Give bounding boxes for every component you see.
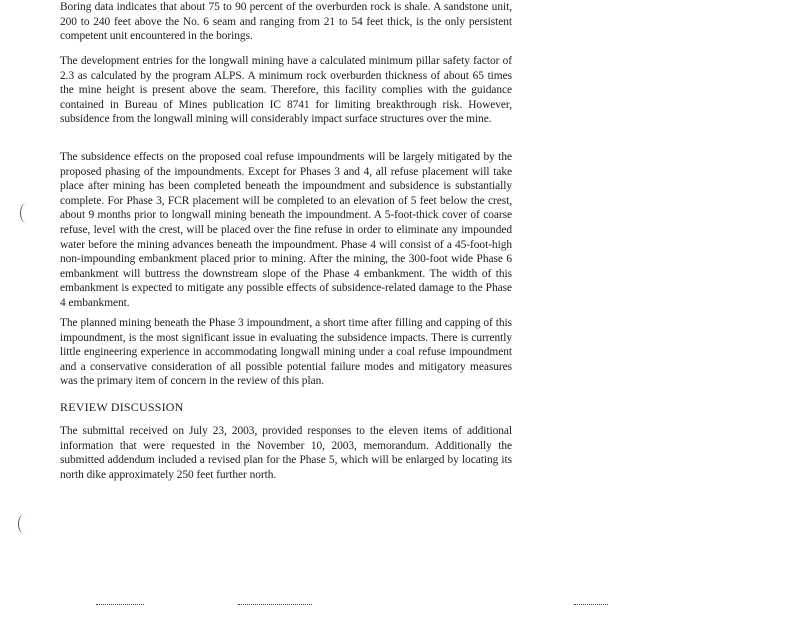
scan-artifact-dots xyxy=(238,604,312,605)
paragraph-development-entries: The development entries for the longwall mining have a calculated minimum pillar safety factor of 2.3 as calculated by the program ALPS. A minimum rock overburden thickness of about 65 times the mine height is present above the seam. Therefore, this facility complies with the guidance contained in Bureau of Mines publication IC 8741 for limiting breakthrough risk. However, subsidence from the longwall mining will considerably impact surface structures over the mine. xyxy=(60,55,512,126)
paragraph-boring-data: Boring data indicates that about 75 to 90 percent of the overburden rock is shale. A sandstone unit, 200 to 240 feet above the No. 6 seam and ranging from 21 to 54 feet thick, is the only persistent competent unit encountered in the borings. xyxy=(60,1,512,43)
scan-artifact-dots xyxy=(96,604,144,605)
scan-artifact-dots xyxy=(574,604,608,605)
paragraph-subsidence-effects: The subsidence effects on the proposed coal refuse impoundments will be largely mitigated by the proposed phasing of the impoundments. Except for Phases 3 and 4, all refuse placement will take place after mining has been completed beneath the impoundment and subsidence is substantially complete. For Phase 3, FCR placement will be completed to an elevation of 5 feet below the crest, about 9 months prior to longwall mining beneath the impoundment. A 5-foot-thick cover of coarse refuse, level with the crest, will be placed over the fine refuse in order to eliminate any impounded water before the mining advances beneath the impoundment. Phase 4 will consist of a 45-foot-high non-impounding embankment placed prior to mining. After the mining, the 300-foot wide Phase 6 embankment will buttress the downstream slope of the Phase 4 embankment. The width of this embankment is expected to mitigate any possible effects of subsidence-related damage to the Phase 4 embankment. xyxy=(60,151,512,309)
paragraph-planned-mining: The planned mining beneath the Phase 3 impoundment, a short time after filling and capping of this impoundment, is the most significant issue in evaluating the subsidence impacts. There is currently little engineering experience in accommodating longwall mining under a coal refuse impoundment and a conservative consideration of all possible potential failure modes and mitigatory measures was the primary item of concern in the review of this plan. xyxy=(60,317,512,388)
paragraph-review-discussion: The submittal received on July 23, 2003, provided responses to the eleven items of additional information that were requested in the November 10, 2003, memorandum. Additionally the submitted addendum included a revised plan for the Phase 5, which will be enlarged by locating its north dike approximately 250 feet further north. xyxy=(60,425,512,481)
punch-hole-mark xyxy=(18,514,31,534)
section-heading: REVIEW DISCUSSION xyxy=(60,400,184,414)
punch-hole-mark xyxy=(20,203,33,223)
